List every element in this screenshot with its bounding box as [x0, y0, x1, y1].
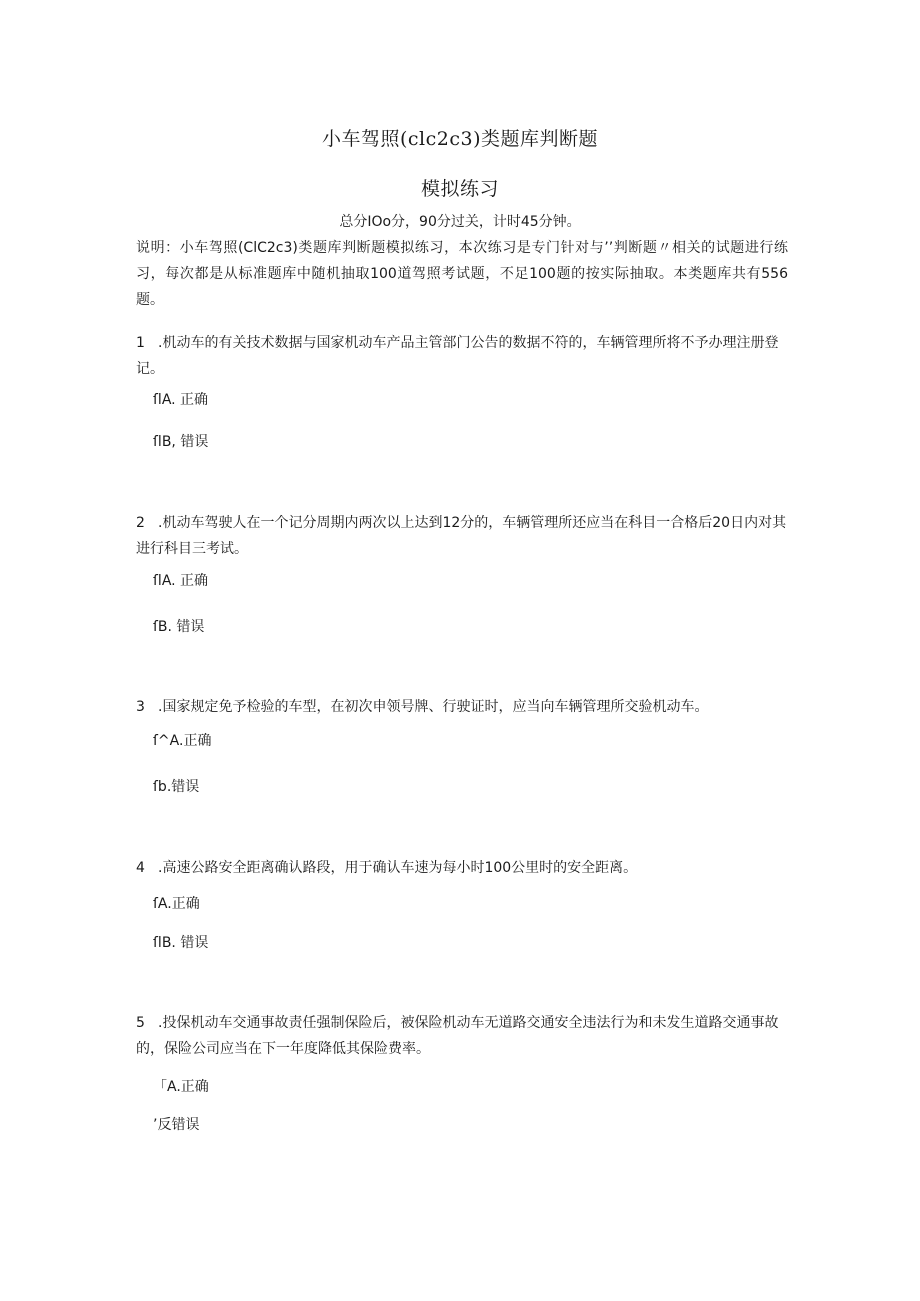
- question-1-option-b[interactable]: ſlB, 错误: [153, 434, 209, 450]
- question-text: .机动车驾驶人在一个记分周期内两次以上达到12分的，车辆管理所还应当在科目一合格后20日内对其进行科目三考试。: [136, 515, 787, 557]
- question-3-option-b[interactable]: ſb.错误: [153, 779, 200, 795]
- question-number: 1: [136, 335, 145, 351]
- exam-meta: 总分IOo分，90分过关，计时45分钟。: [339, 214, 581, 230]
- question-1: [136, 330, 788, 382]
- document-title: 小车驾照(clc2c3)类题库判断题: [321, 128, 598, 150]
- question-4-option-a[interactable]: ſA.正确: [153, 896, 200, 912]
- question-1-option-a[interactable]: ſlA. 正确: [153, 392, 209, 408]
- document-subtitle: 模拟练习: [420, 178, 499, 200]
- question-number: 2: [136, 515, 145, 531]
- question-3-option-a[interactable]: ſ^A.正确: [153, 733, 212, 749]
- question-2: [136, 510, 788, 562]
- question-5-option-a[interactable]: 「A.正确: [153, 1079, 209, 1095]
- question-2-option-b[interactable]: ſB. 错误: [153, 619, 205, 635]
- question-number: 4: [136, 860, 145, 876]
- question-text: .国家规定免予检验的车型，在初次申领号牌、行驶证时，应当向车辆管理所交验机动车。: [158, 699, 709, 715]
- question-text: .高速公路安全距离确认路段，用于确认车速为每小时100公里时的安全距离。: [158, 860, 638, 876]
- question-number: 3: [136, 699, 145, 715]
- question-5: [136, 1010, 788, 1062]
- question-2-option-a[interactable]: ſlA. 正确: [153, 573, 209, 589]
- question-4-option-b[interactable]: ſlB. 错误: [153, 935, 209, 951]
- question-text: .机动车的有关技术数据与国家机动车产品主管部门公告的数据不符的，车辆管理所将不予办理注册登记。: [136, 335, 779, 377]
- question-text: .投保机动车交通事故责任强制保险后，被保险机动车无道路交通安全违法行为和未发生道路交通事故的，保险公司应当在下一年度降低其保险费率。: [136, 1015, 779, 1057]
- description-paragraph: 说明：小车驾照(ClC2c3)类题库判断题模拟练习，本次练习是专门针对与’’判断题〃相关的试题进行练习，每次都是从标准题库中随机抽取100道驾照考试题，不足100题的按实际抽取。本类题库共有556题。: [136, 240, 788, 308]
- question-number: 5: [136, 1015, 145, 1031]
- question-4: [136, 855, 788, 881]
- question-5-option-b[interactable]: ’反错误: [153, 1117, 200, 1133]
- question-3: [136, 694, 788, 720]
